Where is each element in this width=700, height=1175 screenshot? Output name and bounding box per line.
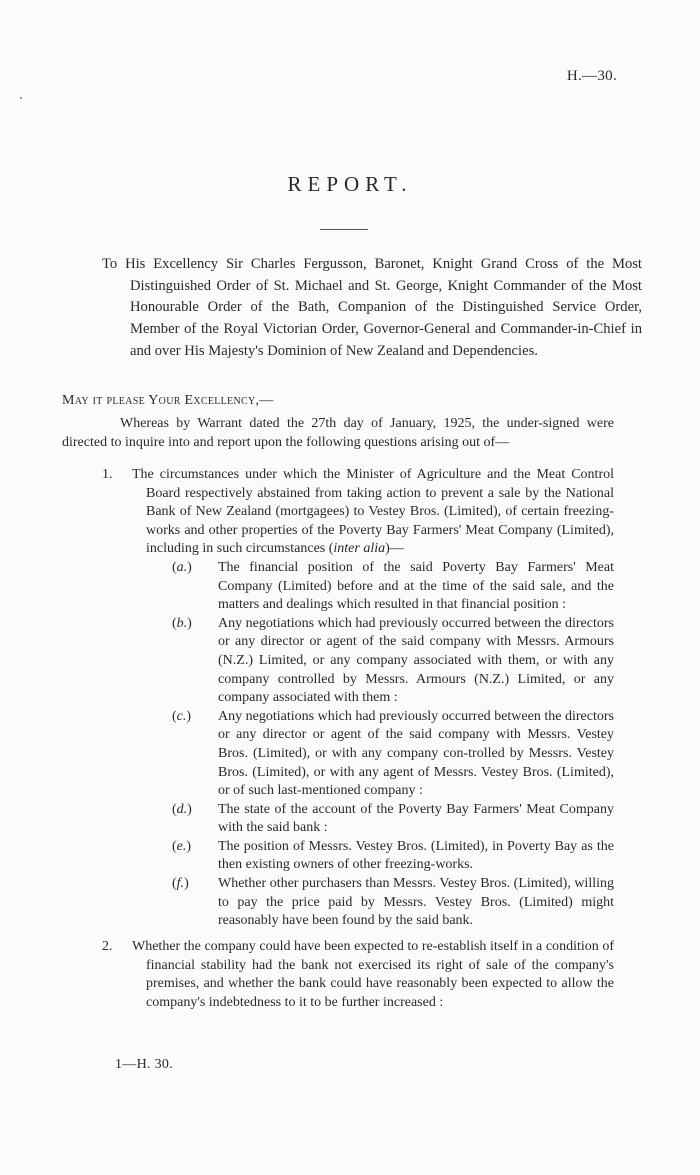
question-number: 1. xyxy=(102,467,113,482)
address-paragraph: To His Excellency Sir Charles Fergusson, Baronet, Knight Grand Cross of the Most Distinguished Order of St. Michael and St. George, Knight Commander of the Most Honourable Order of the Bath, Companion of the Distinguished Service Order, Member of the Royal Victorian Order, Governor-General and Commander-in-Chief in and over His Majesty's Dominion of New Zealand and Dependencies. xyxy=(102,256,642,359)
question-number: 2. xyxy=(102,939,113,954)
page-reference: H.—30. xyxy=(566,68,617,84)
sub-item-label: (e.) xyxy=(172,838,192,854)
sub-item-label: (f.) xyxy=(172,876,189,892)
sub-item-label: (a.) xyxy=(172,559,192,575)
report-title: REPORT. xyxy=(287,172,413,196)
preamble-paragraph: Whereas by Warrant dated the 27th day of January, 1925, the under-signed were directed to inquire into and report upon the following questions arising out of— xyxy=(62,416,614,450)
sub-item-e: (e.) The position of Messrs. Vestey Bros. (Limited), in Poverty Bay as the then existing owners of other freezing-works. xyxy=(172,838,614,873)
sub-item-label: (c.) xyxy=(172,708,192,724)
salutation: May it please Your Excellency,— xyxy=(62,393,274,408)
question-item-2 xyxy=(102,938,614,1012)
sub-item-label: (d.) xyxy=(172,801,192,817)
sub-item-f: (f.) Whether other purchasers than Messrs. Vestey Bros. (Limited), willing to pay the price paid by Messrs. Vestey Bros. (Limited) might reasonably have been found by the said bank. xyxy=(172,876,614,929)
question-text: The circumstances under which the Minister of Agriculture and the Meat Control Board respectively abstained from taking action to prevent a sale by the National Bank of New Zealand (mortgagees) to Vestey Bros. (Limited), of certain freezing-works and other properties of the Poverty Bay Farmers' Meat Company (Limited), including in such circumstances (inter alia)— xyxy=(132,467,614,557)
scan-speck xyxy=(20,97,22,99)
sub-item-c: (c.) Any negotiations which had previously occurred between the directors or any director or agent of the said company with Messrs. Vestey Bros. (Limited), or with any company con-trolled by Messrs. Vestey Bros. (Limited), or with any agent of Messrs. Vestey Bros. (Limited), or of such last-mentioned company : xyxy=(172,708,614,799)
title-rule xyxy=(320,229,368,230)
page-footer: 1—H. 30. xyxy=(115,1057,174,1072)
sub-item-b: (b.) Any negotiations which had previously occurred between the directors or any director or agent of the said company with Messrs. Armours (N.Z.) Limited, or any company associated with them, or with any company controlled by Messrs. Armours (N.Z.) Limited, or any company associated with them : xyxy=(172,615,614,706)
sub-item-d: (d.) The state of the account of the Poverty Bay Farmers' Meat Company with the said bank : xyxy=(172,801,614,836)
italic-phrase: inter alia xyxy=(333,541,386,557)
question-item-1 xyxy=(102,466,614,931)
question-text: Whether the company could have been expected to re-establish itself in a condition of financial stability had the bank not exercised its right of sale of the company's premises, and whether the bank could have reasonably been expected to allow the company's indebtedness to it to be further increased : xyxy=(132,939,614,1010)
sub-item-a: (a.) The financial position of the said Poverty Bay Farmers' Meat Company (Limited) before and at the time of the said sale, and the matters and dealings which resulted in that financial position : xyxy=(172,559,614,613)
sub-item-label: (b.) xyxy=(172,615,192,631)
